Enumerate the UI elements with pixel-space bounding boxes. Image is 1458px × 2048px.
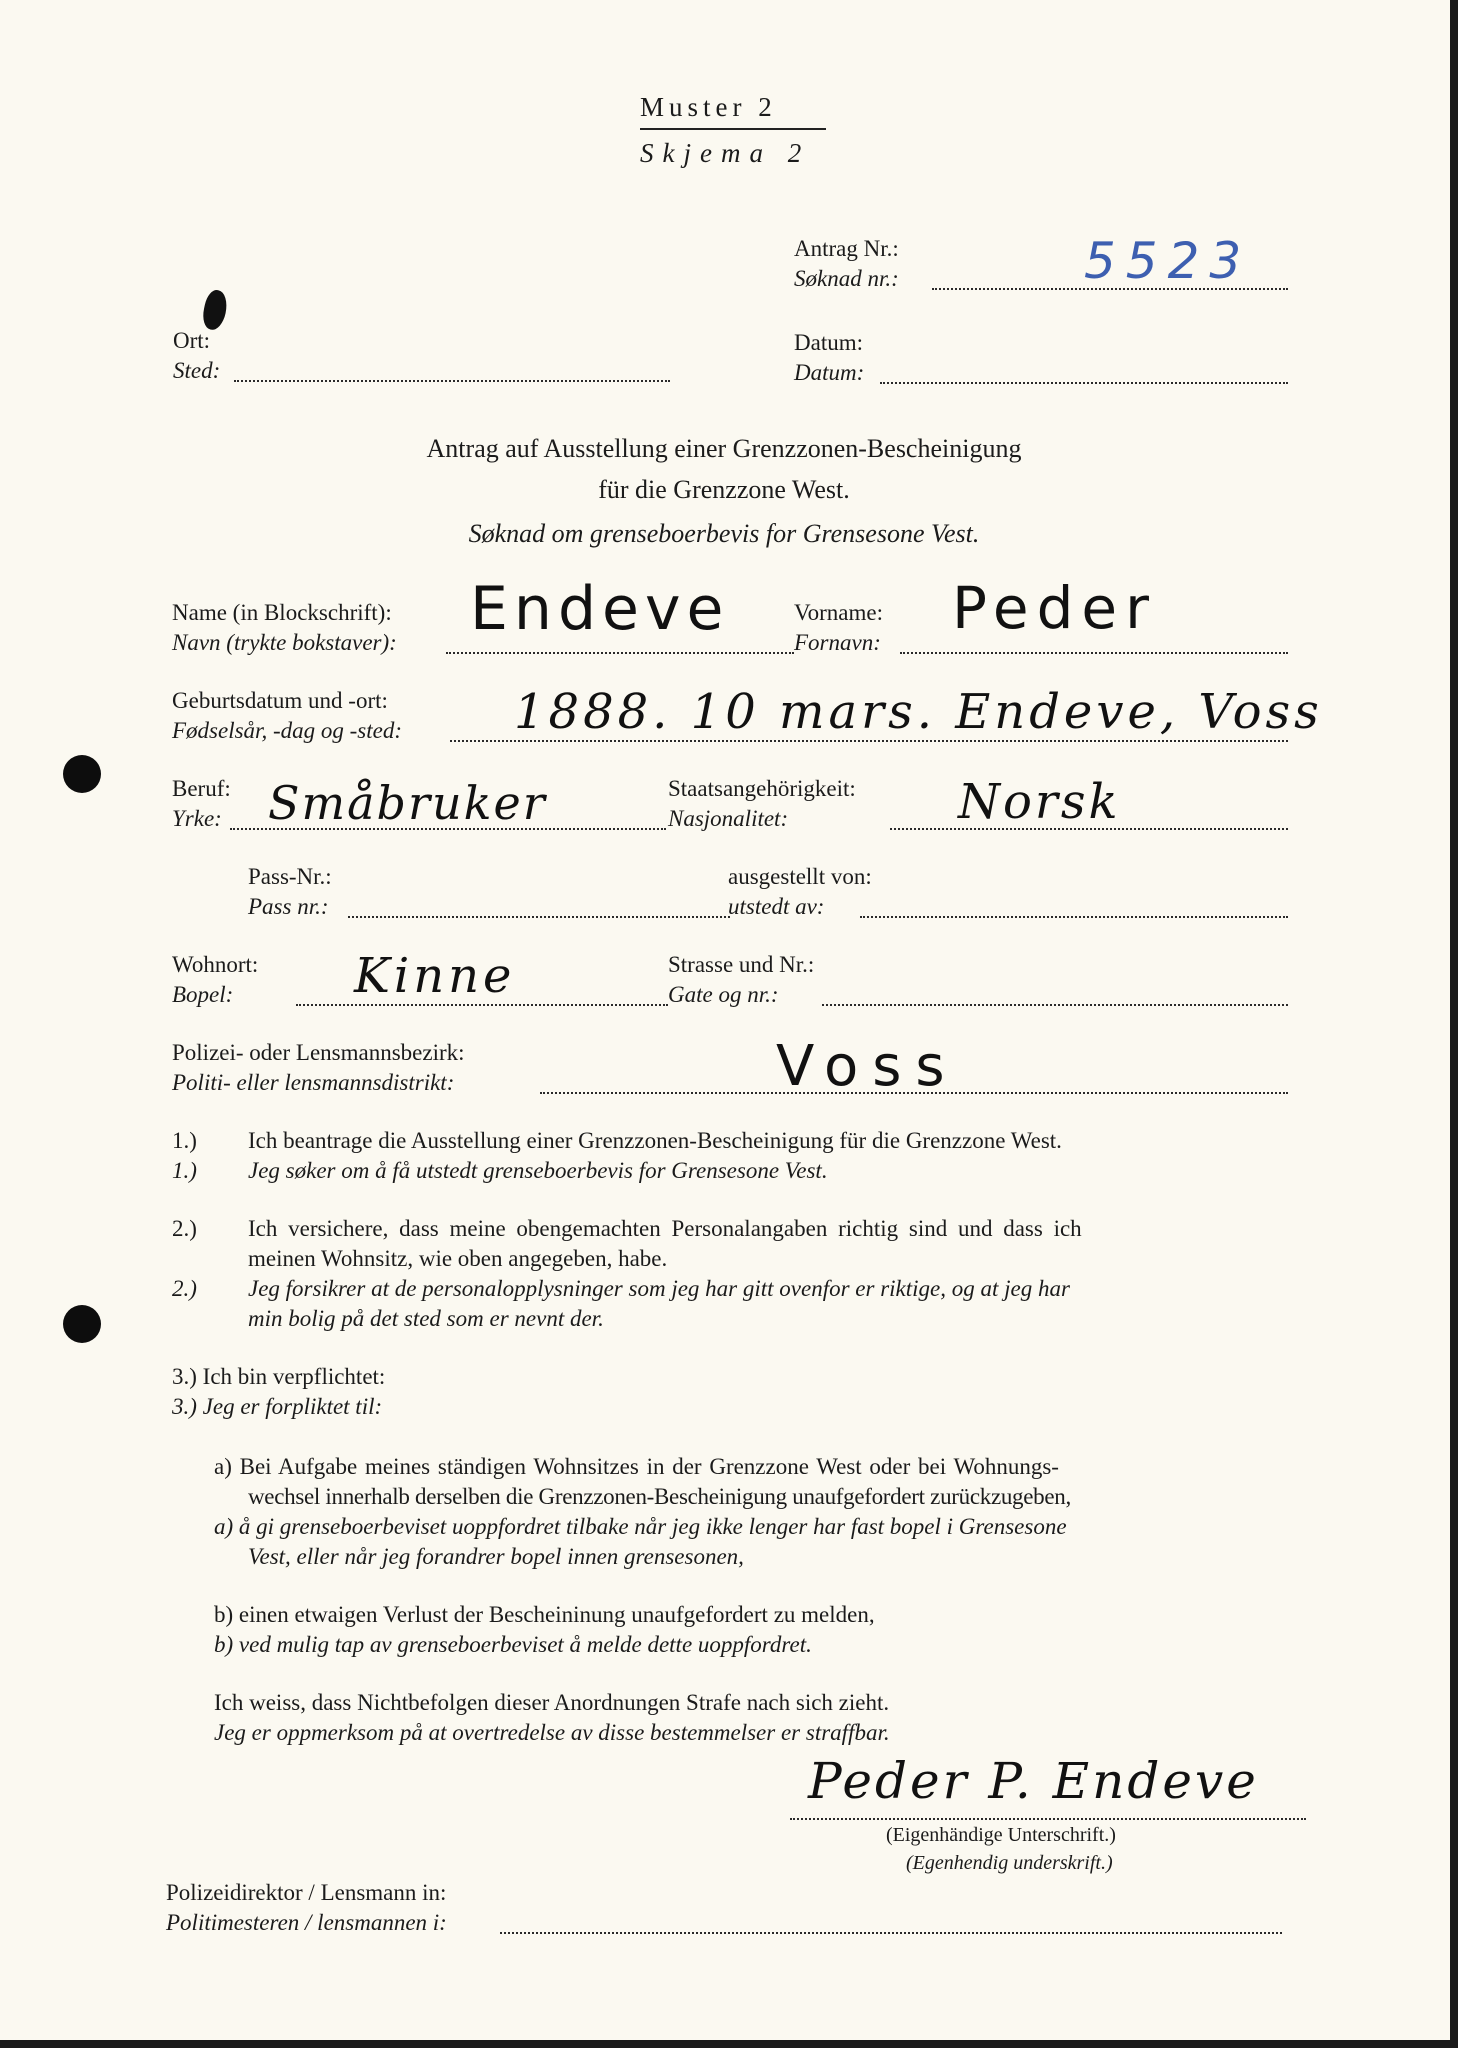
datum-label: Datum:: [794, 330, 863, 355]
geburt-line: [450, 740, 1288, 742]
s1-num-no: 1.): [172, 1158, 197, 1183]
geburt-value: 1888. 10 mars. Endeve, Voss: [514, 684, 1323, 740]
geburt-label: Geburtsdatum und -ort:: [172, 688, 388, 713]
strasse-line: [822, 1004, 1288, 1006]
a-no-2: Vest, eller når jeg forandrer bopel innen grensesonen,: [248, 1544, 744, 1569]
s2-no-2: min bolig på det sted som er nevnt der.: [248, 1306, 604, 1331]
pass-nr-label: Pass nr.:: [248, 894, 329, 919]
s3-no: 3.) Jeg er forpliktet til:: [172, 1394, 383, 1419]
footer-label-de: Polizeidirektor / Lensmann in:: [166, 1880, 447, 1905]
soknad-nr-label: Søknad nr.:: [794, 266, 899, 291]
datum-line: [880, 382, 1288, 384]
beruf-label: Beruf:: [172, 776, 231, 801]
antrag-nr-label: Antrag Nr.:: [794, 236, 899, 261]
s1-no: Jeg søker om å få utstedt grenseboerbevis for Grensesone Vest.: [248, 1158, 828, 1183]
s3-de: 3.) Ich bin verpflichtet:: [172, 1364, 386, 1389]
title-line-1: Antrag auf Ausstellung einer Grenzzonen-Bescheinigung: [426, 434, 1022, 463]
datum-label-no: Datum:: [794, 360, 865, 385]
a-de-2: wechsel innerhalb derselben die Grenzzonen-Bescheinigung unaufgefordert zurückzugeben,: [248, 1484, 1071, 1509]
signature-value: Peder P. Endeve: [808, 1752, 1259, 1810]
yrke-label: Yrke:: [172, 806, 222, 831]
name-line: [446, 652, 794, 654]
utstedt-label: utstedt av:: [728, 894, 825, 919]
title-line-3: Søknad om grenseboerbevis for Grensesone Vest.: [468, 519, 980, 548]
antrag-nr-value: 5523: [1084, 232, 1252, 290]
s1-num-de: 1.): [172, 1128, 197, 1153]
staat-value: Norsk: [958, 774, 1121, 830]
signature-line: [790, 1818, 1306, 1820]
fornavn-label: Fornavn:: [794, 630, 881, 655]
s2-de-2: meinen Wohnsitz, wie oben angegeben, habe.: [248, 1246, 668, 1271]
b-de: b) einen etwaigen Verlust der Bescheininung unaufgefordert zu melden,: [214, 1602, 875, 1627]
vorname-label: Vorname:: [794, 600, 884, 625]
name-label: Name (in Blockschrift):: [172, 600, 392, 625]
header-rule: [640, 128, 826, 130]
ort-label: Ort:: [173, 328, 211, 353]
bezirk-label: Polizei- oder Lensmannsbezirk:: [172, 1040, 465, 1065]
vorname-line: [900, 652, 1288, 654]
s2-num-no: 2.): [172, 1276, 197, 1301]
fodsel-label: Fødselsår, -dag og -sted:: [172, 718, 402, 743]
name-value: Endeve: [470, 574, 730, 644]
strafe-de: Ich weiss, dass Nichtbefolgen dieser Anordnungen Strafe nach sich zieht.: [214, 1690, 890, 1715]
vorname-value: Peder: [952, 574, 1157, 642]
wohnort-label: Wohnort:: [172, 952, 259, 977]
ausgestellt-line: [860, 916, 1288, 918]
wohnort-value: Kinne: [354, 948, 516, 1004]
beruf-value: Småbruker: [268, 776, 547, 830]
distrikt-label: Politi- eller lensmannsdistrikt:: [172, 1070, 455, 1095]
a-de-1: a) Bei Aufgabe meines ständigen Wohnsitzes in der Grenzzone West oder bei Wohnungs-: [214, 1454, 1059, 1479]
bopel-label: Bopel:: [172, 982, 234, 1007]
navn-label: Navn (trykte bokstaver):: [172, 630, 397, 655]
footer-label-no: Politimesteren / lensmannen i:: [166, 1910, 447, 1935]
signature-label-de: (Eigenhändige Unterschrift.): [886, 1824, 1116, 1846]
s2-num-de: 2.): [172, 1216, 197, 1241]
strafe-no: Jeg er oppmerksom på at overtredelse av disse bestemmelser er straffbar.: [214, 1720, 890, 1745]
ink-mark: [200, 288, 230, 332]
punch-hole-bottom: [63, 1305, 101, 1343]
staat-label: Staatsangehörigkeit:: [668, 776, 856, 801]
s2-de-1: Ich versichere, dass meine obengemachten Personalangaben richtig sind und dass ich: [248, 1216, 1082, 1241]
strasse-label: Strasse und Nr.:: [668, 952, 815, 977]
ort-line: [234, 380, 670, 382]
gate-label: Gate og nr.:: [668, 982, 779, 1007]
s2-no-1: Jeg forsikrer at de personalopplysninger som jeg har gitt ovenfor er riktige, og at jeg har: [248, 1276, 1070, 1301]
punch-hole-top: [63, 755, 101, 793]
a-no-1: a) å gi grenseboerbeviset uoppfordret tilbake når jeg ikke lenger har fast bopel i Grensesone: [214, 1514, 1067, 1539]
title-line-2: für die Grenzzone West.: [598, 475, 850, 504]
wohnort-line: [296, 1004, 668, 1006]
s1-de: Ich beantrage die Ausstellung einer Grenzzonen-Bescheinigung für die Grenzzone West.: [248, 1128, 1062, 1153]
sted-label: Sted:: [173, 358, 221, 383]
b-no: b) ved mulig tap av grenseboerbeviset å melde dette uoppfordret.: [214, 1632, 812, 1657]
pass-label: Pass-Nr.:: [248, 864, 332, 889]
skjema-heading: Skjema 2: [640, 138, 811, 168]
footer-line: [500, 1932, 1282, 1934]
pass-line: [348, 916, 730, 918]
signature-label-no: (Egenhendig underskrift.): [906, 1852, 1113, 1874]
ausgestellt-label: ausgestellt von:: [728, 864, 872, 889]
muster-heading: Muster 2: [640, 92, 777, 122]
bezirk-value: Voss: [776, 1034, 959, 1099]
nasjonalitet-label: Nasjonalitet:: [668, 806, 789, 831]
